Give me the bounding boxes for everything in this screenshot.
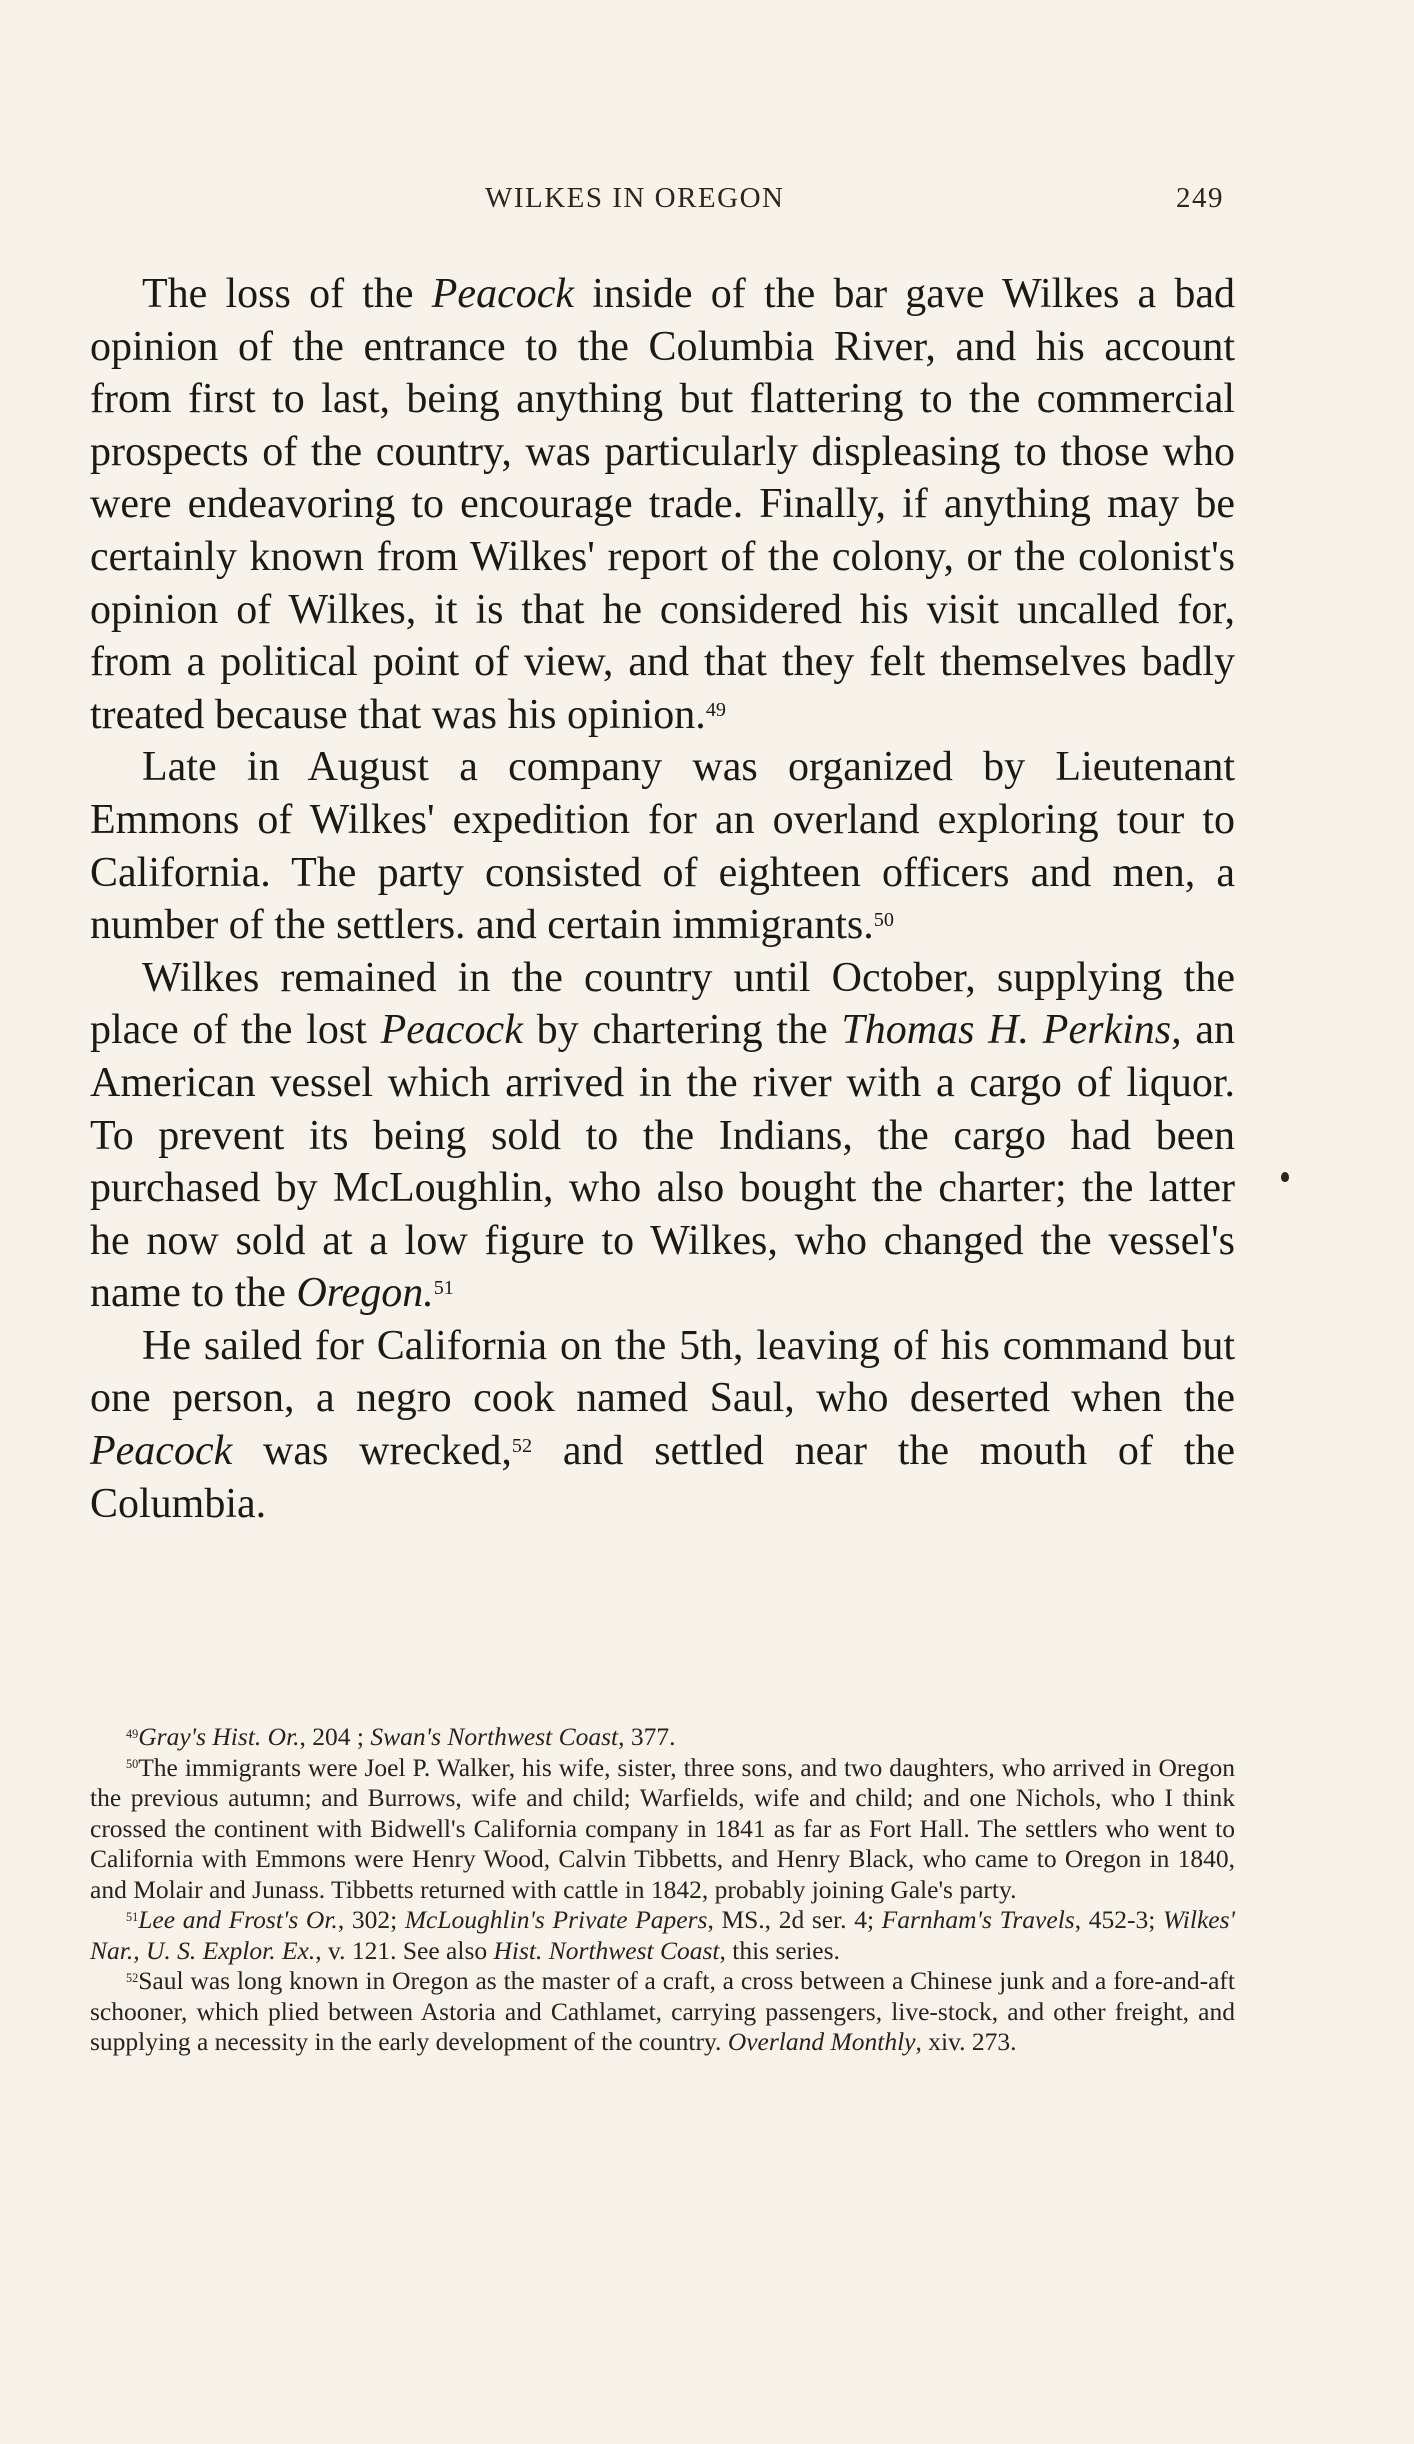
footnotes xyxy=(90,1722,1235,2058)
footnote-marker: 49 xyxy=(126,1726,139,1741)
main-text xyxy=(90,268,1235,1530)
text-run: The loss of the xyxy=(142,271,432,317)
footnote-marker: 52 xyxy=(511,1435,533,1458)
text-run: , 377. xyxy=(618,1722,676,1751)
footnote xyxy=(90,1905,1235,1966)
footnote-marker: 51 xyxy=(433,1277,454,1300)
text-run: He sailed for California on the 5th, leaving of his command but one person, a negro cook named Saul, who deserted when the xyxy=(90,1322,1235,1422)
text-run: , this series. xyxy=(719,1935,840,1965)
italic-text: Gray's Hist. Or. xyxy=(138,1722,300,1751)
italic-text: Lee and Frost's Or. xyxy=(138,1905,338,1934)
footnote xyxy=(90,1966,1235,2058)
text-run: and settled near the mouth of the Columbia. xyxy=(90,1428,1236,1527)
text-run: Saul was long known in Oregon as the master of a craft, a cross between a Chinese junk and a fore-and-aft schooner, which plied between Astoria and Cathlamet, carrying passengers, live-stock, and other freight, and supplying a necessity in the early development of the country. xyxy=(90,1966,1235,2056)
italic-text: Wilkes' Nar., U. S. Explor. Ex. xyxy=(90,1905,1235,1965)
italic-text: Peacock xyxy=(380,1007,523,1054)
footnote-marker: 51 xyxy=(126,1909,139,1924)
footnote-marker: 50 xyxy=(873,909,894,932)
italic-text: Overland Monthly xyxy=(727,2027,916,2056)
italic-text: Oregon. xyxy=(296,1270,434,1317)
italic-text: Farnham's Travels xyxy=(881,1905,1075,1934)
footnote-marker: 49 xyxy=(705,698,726,721)
italic-text: Peacock xyxy=(431,271,575,317)
paragraph xyxy=(90,952,1235,1320)
paragraph xyxy=(90,268,1235,741)
text-run: an American vessel which arrived in the river with a cargo of liquor. To prevent its being sold to the Indians, the cargo had been purchased by McLoughlin, who also bought the charter; the latter he now sold at a low figure to Wilkes, who changed the vessel's name to the xyxy=(90,1007,1236,1317)
italic-text: Thomas H. Perkins, xyxy=(841,1007,1182,1054)
text-run: by chartering the xyxy=(522,1007,842,1054)
text-run: The immigrants were Joel P. Walker, his wife, sister, three sons, and two daughters, who arrived in Oregon the previous autumn; and Burrows, wife and child; Warfields, wife and child; and one Nichols, who I think crossed the continent with Bidwell's California company in 1841 as far as Fort Hall. The settlers who went to California with Emmons were Henry Wood, Calvin Tibbetts, and Henry Black, who came to Oregon in 1840, and Molair and Junass. Tibbetts returned with cattle in 1842, probably joining Gale's party. xyxy=(90,1752,1235,1904)
text-run: Wilkes remained in the country until October, supplying the place of the lost xyxy=(90,954,1235,1054)
footnote-marker: 50 xyxy=(126,1757,139,1772)
italic-text: Swan's Northwest Coast xyxy=(370,1722,619,1751)
ink-speck xyxy=(1281,1172,1289,1182)
text-run: , xiv. 273. xyxy=(915,2027,1017,2056)
page-number: 249 xyxy=(1176,182,1224,214)
italic-text: Hist. Northwest Coast xyxy=(493,1935,720,1965)
text-run: , 204 ; xyxy=(299,1722,371,1751)
footnote xyxy=(90,1753,1235,1906)
italic-text: McLoughlin's Private Papers xyxy=(404,1905,708,1934)
footnote-marker: 52 xyxy=(126,1970,139,1985)
text-run: Late in August a company was organized by Lieutenant Emmons of Wilkes' expedition for an overland exploring tour to California. The party consisted of eighteen officers and men, a number of the settlers. and certain immigrants. xyxy=(90,744,1235,949)
running-title: WILKES IN OREGON xyxy=(485,182,785,214)
paragraph xyxy=(90,1320,1235,1530)
italic-text: Peacock xyxy=(90,1428,233,1475)
paragraph xyxy=(90,741,1235,951)
text-run: , 452-3; xyxy=(1074,1905,1163,1934)
text-run: , MS., 2d ser. 4; xyxy=(707,1905,882,1934)
text-run: , v. 121. See also xyxy=(315,1935,494,1965)
text-run: inside of the bar gave Wilkes a bad opinion of the entrance to the Columbia River, and his account from first to last, being anything but flattering to the commercial prospects of the country, was particularly displeasing to those who were endeavoring to encourage trade. Finally, if anything may be certainly known from Wilkes' report of the colony, or the colonist's opinion of Wilkes, it is that he considered his visit uncalled for, from a political point of view, and that they felt themselves badly treated because that was his opinion. xyxy=(90,271,1236,738)
text-run: was wrecked, xyxy=(232,1428,512,1475)
text-run: , 302; xyxy=(337,1905,405,1934)
footnote xyxy=(90,1722,1235,1753)
